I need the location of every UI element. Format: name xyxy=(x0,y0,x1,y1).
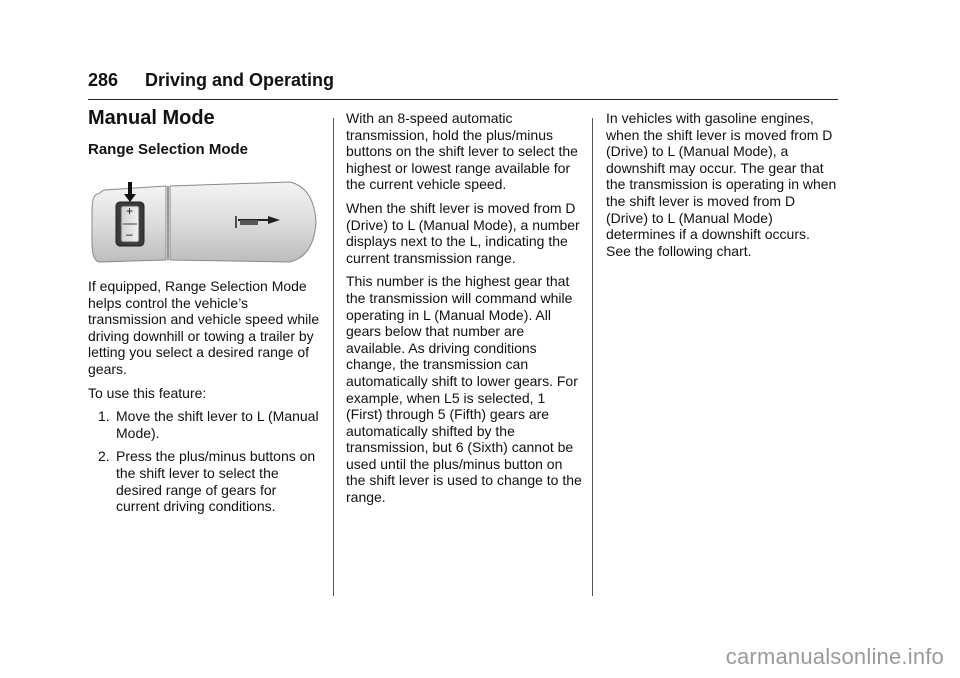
paragraph: When the shift lever is moved from D (Drive) to L (Manual Mode), a number displays next to the L, indicating the current transmission range. xyxy=(346,199,580,266)
column-2 xyxy=(346,110,582,513)
step-number: 2. xyxy=(98,448,110,465)
section-title: Manual Mode xyxy=(88,107,215,129)
column-divider-2 xyxy=(592,118,593,596)
step-number: 1. xyxy=(98,408,110,425)
shift-lever-figure xyxy=(90,172,318,272)
paragraph: With an 8-speed automatic transmission, hold the plus/minus buttons on the shift lever to select the highest or lowest range available for the current vehicle speed. xyxy=(346,110,578,193)
page-number: 286 xyxy=(88,70,119,90)
page-header xyxy=(88,70,838,100)
shift-lever-illustration xyxy=(90,172,318,272)
list-item xyxy=(88,408,320,441)
steps-list xyxy=(88,408,320,515)
step-text: Press the plus/minus buttons on the shift lever to select the desired range of gears for current driving conditions. xyxy=(116,448,316,515)
column-3 xyxy=(606,110,838,266)
header-title: Driving and Operating xyxy=(145,70,335,90)
column-divider-1 xyxy=(333,118,334,596)
list-item xyxy=(88,448,320,514)
intro-paragraph: If equipped, Range Selection Mode helps control the vehicle’s transmission and vehicle speed while driving downhill or towing a trailer by letting you select a desired range of gears. xyxy=(88,278,320,377)
subsection-title: Range Selection Mode xyxy=(88,141,249,158)
minus-label: – xyxy=(126,227,133,241)
use-feature-paragraph: To use this feature: xyxy=(88,384,207,401)
paragraph: In vehicles with gasoline engines, when the shift lever is moved from D (Drive) to L (Manual Mode), a downshift may occur. The gear that the transmission is operating in when the shift lever is moved from D (Drive) to L (Manual Mode) determines if a downshift occurs. See the following chart. xyxy=(606,110,837,259)
header-rule xyxy=(88,99,838,100)
plus-label: + xyxy=(126,204,134,218)
column-1-body xyxy=(88,278,320,522)
watermark: carmanualsonline.info xyxy=(725,644,944,669)
step-text: Move the shift lever to L (Manual Mode). xyxy=(116,408,319,441)
paragraph: This number is the highest gear that the transmission will command while operating in L (Manual Mode). All gears below that number are available. As driving conditions change, the transmission can automatically shift to lower gears. For example, when L5 is selected, 1 (First) through 5 (Fifth) gears are automatically shifted by the transmission, but 6 (Sixth) cannot be used until the plus/minus button on the shift lever is used to change to the range. xyxy=(346,273,582,506)
